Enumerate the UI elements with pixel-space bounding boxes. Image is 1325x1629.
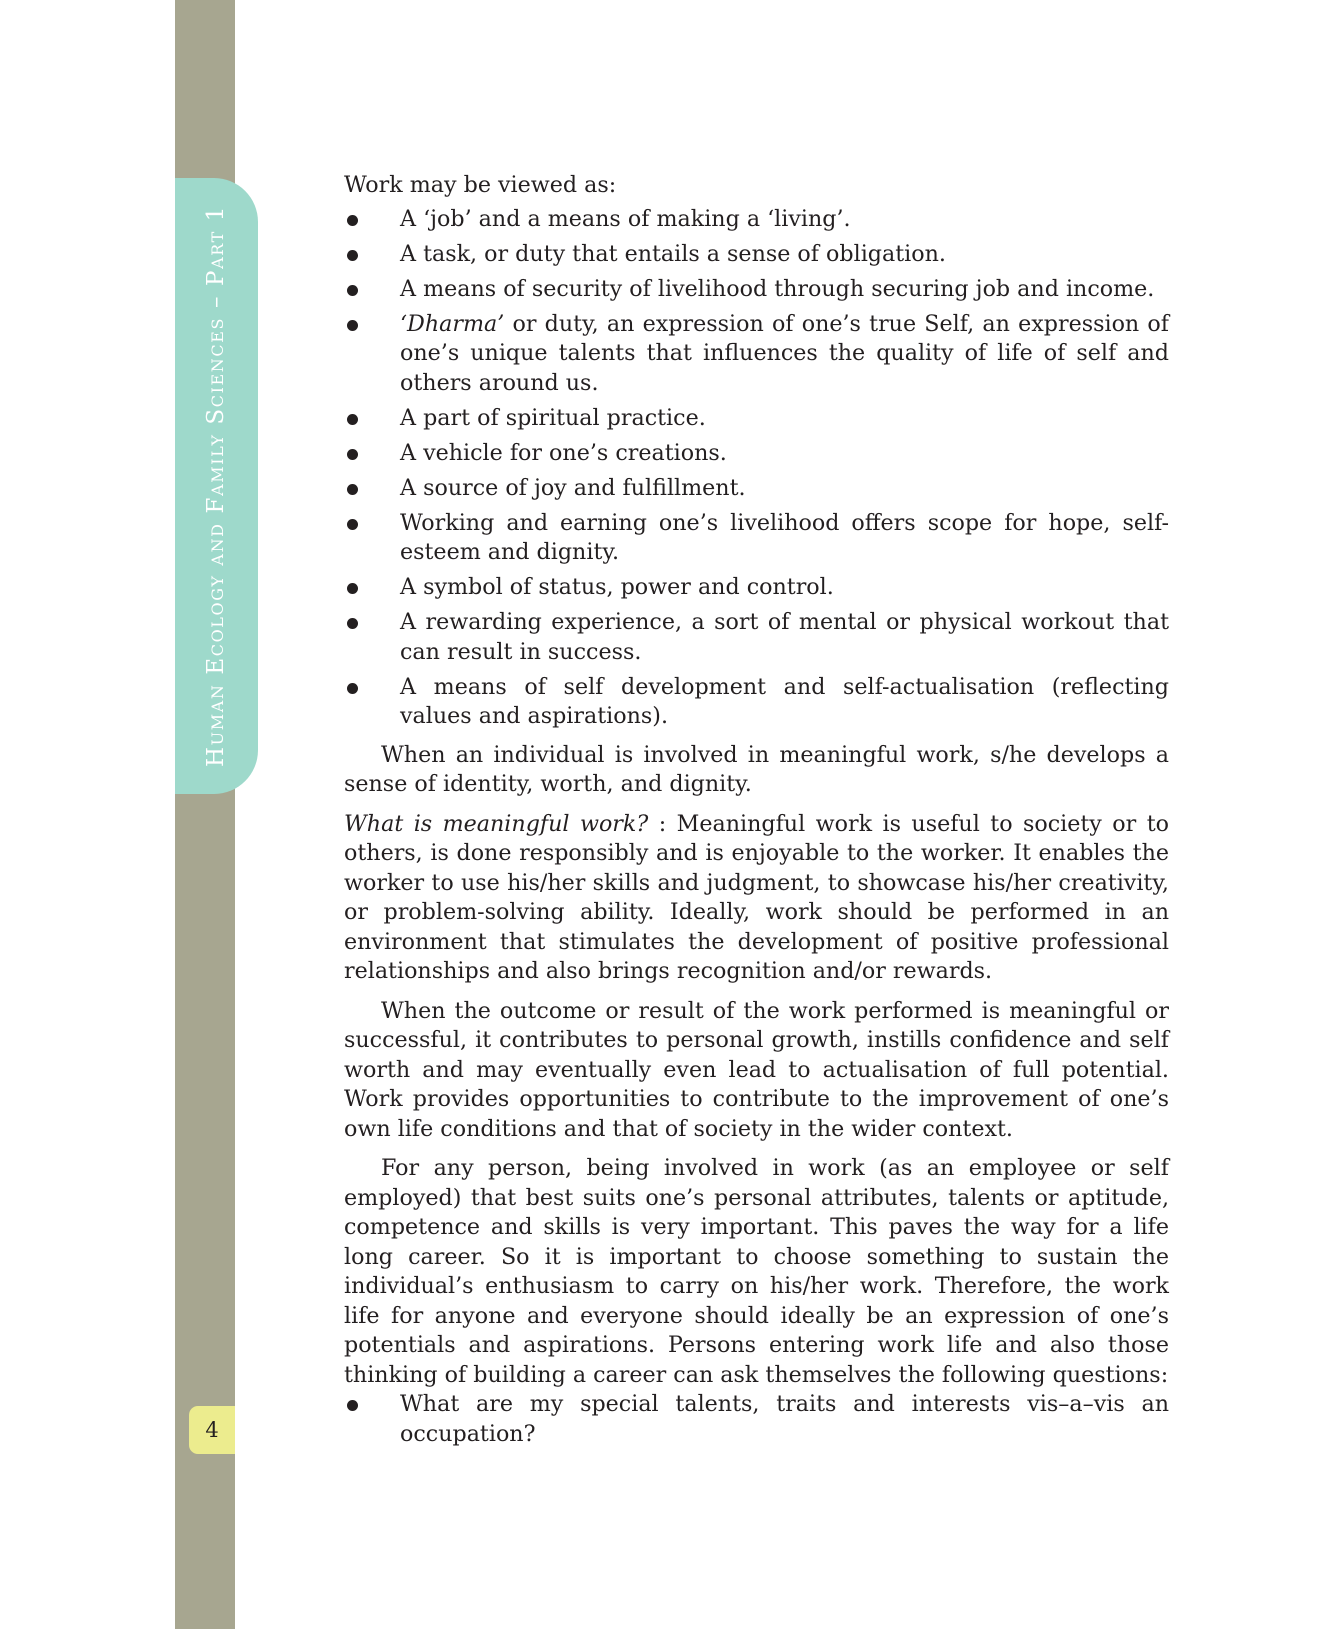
work-views-list xyxy=(344,205,1169,732)
list-item xyxy=(344,310,1169,399)
list-item-text: A vehicle for one’s creations. xyxy=(400,439,727,466)
list-item-text: A ‘job’ and a means of making a ‘living’. xyxy=(400,205,851,232)
questions-list xyxy=(344,1390,1169,1449)
running-head: Human Ecology and Family Sciences – Part 1 xyxy=(203,204,230,768)
list-item-text: A rewarding experience, a sort of mental or physical workout that can result in success. xyxy=(400,609,1169,665)
list-item-text: What are my special talents, traits and interests vis–a–vis an occupation? xyxy=(400,1391,1169,1447)
list-item-text: A source of joy and fulfillment. xyxy=(400,474,746,501)
list-item xyxy=(344,1390,1169,1449)
bullet-icon xyxy=(347,250,358,261)
list-item-text: A means of security of livelihood through securing job and income. xyxy=(400,275,1155,302)
bullet-icon xyxy=(347,285,358,296)
paragraph-outcome: When the outcome or result of the work performed is meaningful or successful, it contributes to personal growth, instills confidence and self worth and may eventually even lead to actualisation of full potential. Work provides opportunities to contribute to the improvement of one’s own life conditions and that of society in the wider context. xyxy=(344,997,1169,1142)
bullet-icon xyxy=(347,320,358,331)
paragraph-meaningful-work xyxy=(344,810,1169,987)
list-item xyxy=(344,474,1169,504)
list-item xyxy=(344,439,1169,469)
bullet-icon xyxy=(347,484,358,495)
list-item-text: A symbol of status, power and control. xyxy=(400,574,834,600)
paragraph-career: For any person, being involved in work (as an employee or self employed) that best suits one’s personal attributes, talents or aptitude, competence and skills is very important. This paves the way for a life long career. So it is important to choose something to sustain the individual’s enthusiasm to carry on his/her work. Therefore, the work life for anyone and everyone should ideally be an expression of one’s potentials and aspirations. Persons entering work life and also those thinking of building a career can ask themselves the following questions: xyxy=(344,1155,1169,1388)
list-item xyxy=(344,205,1169,235)
list-item-text: Working and earning one’s livelihood offers scope for hope, self-esteem and dignity. xyxy=(400,509,1169,565)
page-number: 4 xyxy=(189,1406,235,1454)
list-item-lead: ‘Dharma’ xyxy=(400,310,505,337)
bullet-icon xyxy=(347,449,358,460)
list-item xyxy=(344,404,1169,434)
bullet-icon xyxy=(347,1400,358,1411)
list-item xyxy=(344,608,1169,667)
paragraph-identity: When an individual is involved in meaningful work, s/he develops a sense of identity, worth, and dignity. xyxy=(344,741,1169,797)
bullet-icon xyxy=(347,618,358,629)
list-item-text: A means of self development and self-actualisation (reflecting values and aspirations). xyxy=(400,673,1169,729)
bullet-icon xyxy=(347,583,358,594)
list-item-text: or duty, an expression of one’s true Self, an expression of one’s unique talents that influences the quality of life of self and others around us. xyxy=(400,310,1169,396)
bullet-icon xyxy=(347,414,358,425)
meaningful-work-answer: : Meaningful work is useful to society or to others, is done responsibly and is enjoyable to the worker. It enables the worker to use his/her skills and judgment, to showcase his/her creativity, or problem-solving ability. Ideally, work should be performed in an environment that stimulates the development of positive professional relationships and also brings recognition and/or rewards. xyxy=(344,810,1169,984)
list-item-text: A part of spiritual practice. xyxy=(400,404,706,431)
running-head-container xyxy=(175,178,258,794)
bullet-icon xyxy=(347,519,358,530)
list-item-text: A task, or duty that entails a sense of obligation. xyxy=(400,240,946,267)
list-item xyxy=(344,275,1169,305)
intro-line: Work may be viewed as: xyxy=(344,172,617,198)
list-item xyxy=(344,573,1169,603)
bullet-icon xyxy=(347,683,358,694)
list-item xyxy=(344,240,1169,270)
meaningful-work-question: What is meaningful work? xyxy=(344,810,649,837)
bullet-icon xyxy=(347,215,358,226)
page-content xyxy=(344,171,1169,1455)
list-item xyxy=(344,509,1169,568)
list-item xyxy=(344,673,1169,732)
